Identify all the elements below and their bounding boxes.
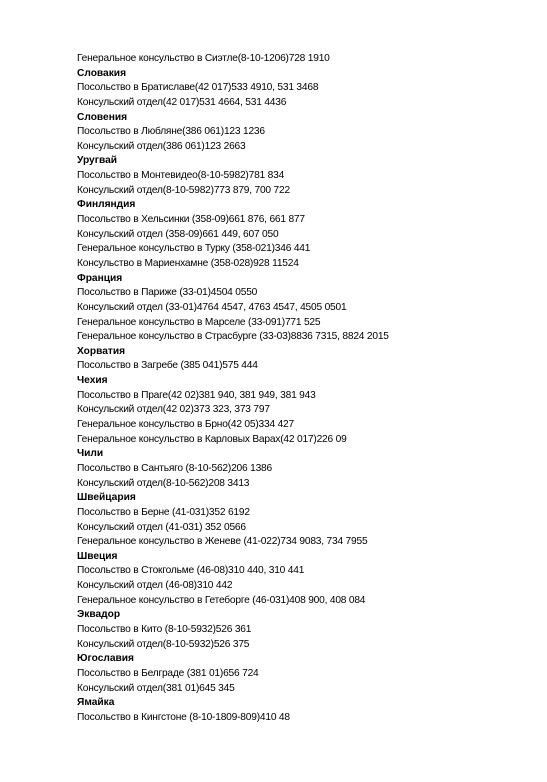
contact-line: Генеральное консульство в Гетеборге (46-031)408 900, 408 084: [77, 594, 366, 606]
contact-line: Посольство в Братиславе(42 017)533 4910, 531 3468: [77, 82, 319, 94]
country-heading: Франция: [77, 272, 123, 284]
document-page: [77, 52, 537, 725]
contact-line: Генеральное консульство в Марселе (33-091)771 525: [77, 316, 321, 328]
contact-line: Посольство в Монтевидео(8-10-5982)781 834: [77, 170, 285, 182]
contact-line: Консульский отдел(8-10-5982)773 879, 700 722: [77, 184, 290, 196]
contact-line: Генеральное консульство в Турку (358-021)346 441: [77, 243, 311, 255]
country-heading: Швейцария: [77, 492, 136, 504]
country-heading: Уругвай: [77, 155, 118, 167]
contact-line: Консульский отдел (358-09)661 449, 607 050: [77, 228, 279, 240]
contact-line: Генеральное консульство в Женеве (41-022)734 9083, 734 7955: [77, 536, 368, 548]
contact-line: Посольство в Париже (33-01)4504 0550: [77, 287, 258, 299]
contact-line: Консульство в Мариенхамне (358-028)928 11524: [77, 257, 299, 269]
contact-line: Консульский отдел (41-031) 352 0566: [77, 521, 246, 533]
country-heading: Словакия: [77, 67, 127, 79]
contact-line: Посольство в Сантьяго (8-10-562)206 1386: [77, 462, 272, 474]
country-heading: Югославия: [77, 653, 134, 665]
contact-line: Посольство в Стокгольме (46-08)310 440, 310 441: [77, 565, 305, 577]
country-heading: Эквадор: [77, 609, 121, 621]
contact-line: Консульский отдел(386 061)123 2663: [77, 140, 246, 152]
contact-line: Посольство в Белграде (381 01)656 724: [77, 667, 259, 679]
country-heading: Словения: [77, 111, 128, 123]
embassy-list: [77, 52, 537, 725]
country-heading: Финляндия: [77, 199, 136, 211]
contact-line: Консульский отдел(381 01)645 345: [77, 682, 235, 694]
contact-line: Посольство в Праге(42 02)381 940, 381 949, 381 943: [77, 389, 316, 401]
contact-line: Посольство в Кито (8-10-5932)526 361: [77, 623, 252, 635]
contact-line: Консульский отдел (46-08)310 442: [77, 580, 233, 592]
contact-line: Посольство в Берне (41-031)352 6192: [77, 506, 250, 518]
contact-line: Генеральное консульство в Карловых Варах(42 017)226 09: [77, 433, 347, 445]
country-heading: Хорватия: [77, 345, 126, 357]
contact-line: Посольство в Хельсинки (358-09)661 876, 661 877: [77, 214, 305, 226]
contact-line: Генеральное консульство в Страсбурге (33-03)8836 7315, 8824 2015: [77, 331, 389, 343]
contact-line: Посольство в Загребе (385 041)575 444: [77, 360, 258, 372]
contact-line: Генеральное консульство в Брно(42 05)334 427: [77, 419, 294, 431]
contact-line: Консульский отдел(42 017)531 4664, 531 4436: [77, 96, 287, 108]
contact-line: Консульский отдел (33-01)4764 4547, 4763 4547, 4505 0501: [77, 301, 347, 313]
country-heading: Ямайка: [77, 697, 115, 709]
contact-line: Консульский отдел(8-10-5932)526 375: [77, 638, 250, 650]
contact-line: Посольство в Любляне(386 061)123 1236: [77, 126, 265, 138]
country-heading: Чехия: [77, 375, 108, 387]
country-heading: Чили: [77, 448, 104, 460]
contact-line: Консульский отдел(42 02)373 323, 373 797: [77, 404, 270, 416]
country-heading: Швеция: [77, 550, 118, 562]
contact-line: Генеральное консульство в Сиэтле(8-10-1206)728 1910: [77, 53, 330, 64]
contact-line: Посольство в Кингстоне (8-10-1809-809)410 48: [77, 711, 290, 723]
contact-line: Консульский отдел(8-10-562)208 3413: [77, 477, 250, 489]
